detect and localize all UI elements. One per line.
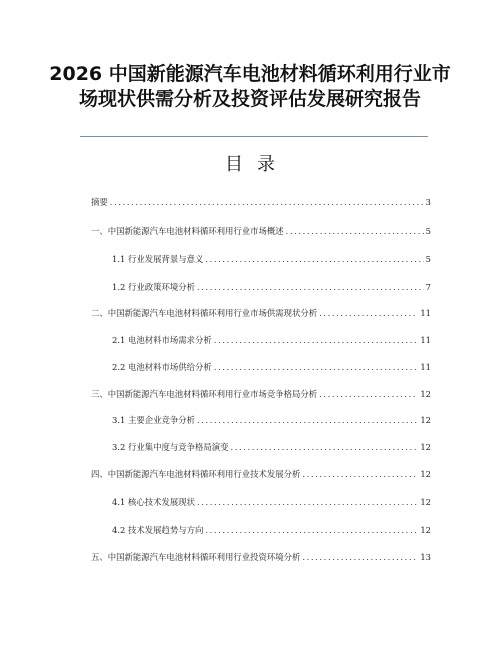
toc-entry-page: 11 [420,335,431,345]
toc-leader-dots [214,361,419,373]
toc-leader-dots [205,253,423,265]
toc-entry[interactable] [112,441,431,453]
toc-entry-label: 摘要 [91,197,108,207]
toc-entry[interactable] [112,496,431,508]
toc-entry-label: 二、中国新能源汽车电池材料循环利用行业市场供需现状分析 [91,308,318,318]
toc-entry-label: 1.1 行业发展背景与意义 [112,254,204,264]
toc-entry[interactable] [112,334,431,346]
toc-entry[interactable] [91,307,431,319]
document-title: 2026 中国新能源汽车电池材料循环利用行业市场现状供需分析及投资评估发展研究报告 [49,63,451,110]
toc-entry-page: 5 [425,254,431,264]
toc-leader-dots [319,388,418,400]
toc-entry[interactable] [112,524,431,536]
toc-entry[interactable] [91,468,431,480]
toc-entry-label: 1.2 行业政策环境分析 [112,282,195,292]
toc-entry-page: 12 [420,442,431,452]
toc-entry-label: 4.1 核心技术发展现状 [112,497,195,507]
toc-entry[interactable] [91,388,431,400]
toc-entry-page: 5 [425,226,431,236]
toc-entry-label: 3.2 行业集中度与竞争格局演变 [112,442,229,452]
toc-entry-label: 三、中国新能源汽车电池材料循环利用行业市场竞争格局分析 [91,389,318,399]
toc-entry[interactable] [91,225,431,237]
toc-entry-label: 3.1 主要企业竞争分析 [112,415,195,425]
toc-entry[interactable] [112,361,431,373]
toc-entry-label: 4.2 技术发展趋势与方向 [112,525,204,535]
toc-entry-label: 四、中国新能源汽车电池材料循环利用行业技术发展分析 [91,469,301,479]
toc-entry-label: 2.2 电池材料市场供给分析 [112,362,212,372]
toc-heading: 目录 [225,154,289,175]
toc-entry-label: 2.1 电池材料市场需求分析 [112,335,212,345]
toc-entry[interactable] [91,551,431,563]
toc-entry-page: 7 [425,282,431,292]
toc-entry-page: 11 [420,308,431,318]
toc-entry-page: 12 [420,389,431,399]
toc-entry-page: 11 [420,362,431,372]
toc-leader-dots [197,281,424,293]
toc-leader-dots [205,524,418,536]
toc-entry[interactable] [112,414,431,426]
toc-leader-dots [197,496,418,508]
toc-leader-dots [286,225,424,237]
toc-entry-page: 12 [420,525,431,535]
toc-entry-page: 12 [420,469,431,479]
toc-entry[interactable] [91,196,431,208]
toc-leader-dots [302,551,418,563]
toc-leader-dots [110,196,424,208]
toc-leader-dots [302,468,418,480]
toc-entry-page: 12 [420,415,431,425]
toc-entry[interactable] [112,281,431,293]
toc-leader-dots [230,441,418,453]
toc-leader-dots [197,414,418,426]
toc-leader-dots [214,334,419,346]
toc-entry-page: 13 [420,552,431,562]
toc-entry-label: 一、中国新能源汽车电池材料循环利用行业市场概述 [91,226,284,236]
toc-entry-page: 12 [420,497,431,507]
toc-entry[interactable] [112,253,431,265]
toc-entry-label: 五、中国新能源汽车电池材料循环利用行业投资环境分析 [91,552,301,562]
toc-leader-dots [319,307,418,319]
toc-entry-page: 3 [425,197,431,207]
